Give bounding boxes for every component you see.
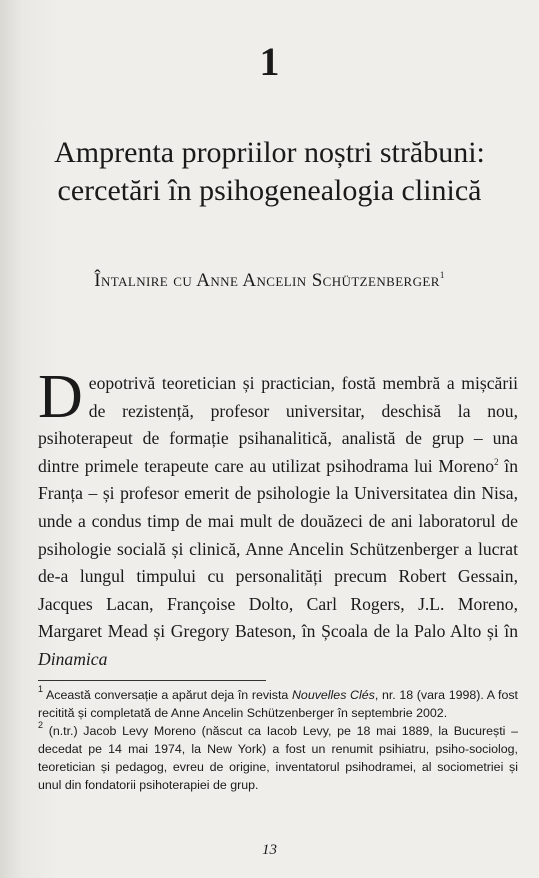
footnote-2 [38,722,518,794]
footnote-1-ref: 1 [38,684,44,694]
body-footnote-ref: 2 [494,456,499,467]
chapter-number: 1 [259,39,280,84]
footnotes [38,686,518,794]
body-text-part1: eopotrivă teoretician și practician, fostă membră a mișcării de rezistență, profesor universitar, deschisă la nou, psihoterapeut de formație psihanalitică, analistă de grup – una dintre primele terapeute care au utilizat psihodrama lui Moreno [38,373,518,476]
body-text-italic-end: Dinamica [38,648,108,669]
footnote-2-ref: 2 [38,720,44,730]
footnote-1-text-b: , nr. 18 (vara 1998). A fost recitită și completată de Anne Ancelin Schützenberger în septembrie 2002. [38,688,518,720]
page-number: 13 [262,842,277,858]
footnote-1-italic: Nouvelles Clés [291,688,375,702]
body-paragraph [38,363,518,674]
chapter-title: Amprenta propriilor noștri străbuni: cercetări în psihogenealogia clinică [54,136,485,207]
interview-subtitle [30,270,509,292]
subtitle-footnote-ref: 1 [439,270,445,280]
body-text-part2: în Franța – și profesor emerit de psihologie la Universitatea din Nisa, unde a condus timp de mai mult de douăzeci de ani laboratorul de psihologie socială și clinică, Anne Ancelin Schützenberger a lucrat de-a lungul timpului cu personalități precum Robert Gessain, Jacques Lacan, Françoise Dolto, Carl Rogers, J.L. Moreno, Margaret Mead și Gregory Bateson, în Școala de la Palo Alto și în [38,455,518,642]
footnote-1 [38,686,518,722]
footnote-2-text: (n.tr.) Jacob Levy Moreno (născut ca Iacob Levy, pe 18 mai 1889, la București – decedat pe 14 mai 1974, la New York) a fost un renumit psihiatru, psiho-sociolog, teoretician și pedagog, evreu de origine, inventatorul psihodramei, al sociometriei și unul din fondatorii psihoterapiei de grup. [38,724,518,792]
footnote-divider [38,680,266,681]
drop-cap: D [38,363,83,431]
footnote-1-text-a: Această conversație a apărut deja în revista [43,688,292,702]
subtitle-prefix: Întalnire cu [94,270,197,291]
subtitle-name: Anne Ancelin Schützenberger [196,270,440,291]
